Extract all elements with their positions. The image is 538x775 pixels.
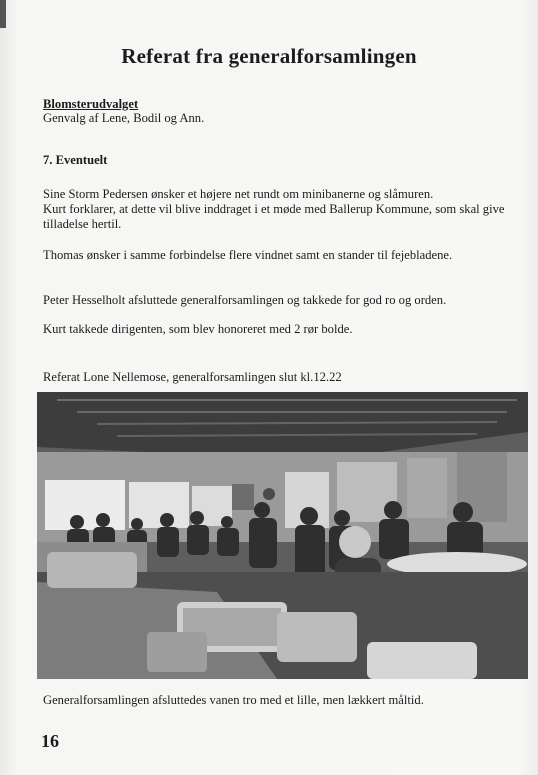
- eventuelt-line-1: Sine Storm Pedersen ønsker et højere net rundt om minibanerne og slåmuren.: [43, 187, 434, 201]
- eventuelt-line-6: Kurt takkede dirigenten, som blev honoreret med 2 rør bolde.: [43, 322, 353, 336]
- meeting-photo: [37, 392, 528, 679]
- scan-edge-mark: [0, 0, 6, 28]
- eventuelt-line-3: tilladelse hertil.: [43, 217, 122, 231]
- eventuelt-line-4: Thomas ønsker i samme forbindelse flere vindnet samt en stander til fejebladene.: [43, 248, 453, 262]
- eventuelt-line-7: Referat Lone Nellemose, generalforsamlingen slut kl.12.22: [43, 370, 342, 384]
- photo-caption: Generalforsamlingen afsluttedes vanen tro med et lille, men lækkert måltid.: [43, 693, 424, 707]
- meeting-photo-illustration: [37, 392, 528, 679]
- section-heading-eventuelt: 7. Eventuelt: [43, 153, 108, 167]
- page-number: 16: [41, 731, 59, 751]
- eventuelt-line-5: Peter Hesselholt afsluttede generalforsamlingen og takkede for god ro og orden.: [43, 293, 447, 307]
- blomsterudvalget-text: Genvalg af Lene, Bodil og Ann.: [43, 111, 205, 125]
- page-title: Referat fra generalforsamlingen: [121, 44, 417, 68]
- eventuelt-line-2: Kurt forklarer, at dette vil blive inddraget i et møde med Ballerup Kommune, som skal give: [43, 202, 505, 216]
- section-heading-blomsterudvalget: Blomsterudvalget: [43, 97, 139, 111]
